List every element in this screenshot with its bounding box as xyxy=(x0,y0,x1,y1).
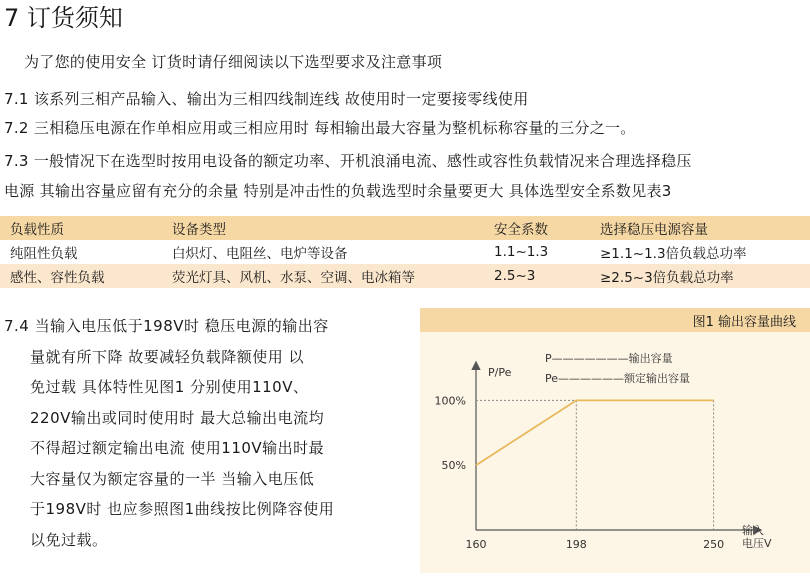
section-title: 7 订货须知 xyxy=(4,4,123,32)
note-line: 以免过载。 xyxy=(30,530,108,549)
x-axis-label-line1: 输入 xyxy=(742,524,764,537)
note-7-4 xyxy=(4,316,396,560)
table-cell: ≥2.5~3倍负载总功率 xyxy=(600,270,734,286)
item-7-3-line1: 7.3 一般情况下在选型时按用电设备的额定功率、开机浪涌电流、感性或容性负载情况来合理选择稳压 xyxy=(4,152,692,170)
load-selection-table xyxy=(0,216,810,288)
note-line: 7.4 当输入电压低于198V时 稳压电源的输出容 xyxy=(4,317,329,335)
table-cell: 纯阻性负载 xyxy=(10,246,78,262)
y-axis-label: P/Pe xyxy=(488,366,512,379)
column-header: 设备类型 xyxy=(172,222,226,238)
column-header: 负载性质 xyxy=(10,222,64,238)
x-tick-label: 198 xyxy=(565,538,587,551)
x-axis-label-line2: 电压V xyxy=(742,537,772,550)
table-header-row xyxy=(0,216,810,240)
y-tick-label: 50% xyxy=(441,459,466,473)
table-cell: 2.5~3 xyxy=(494,268,536,284)
note-line: 不得超过额定输出电流 使用110V输出时最 xyxy=(30,439,325,457)
note-line: 220V输出或同时使用时 最大总输出电流均 xyxy=(30,408,325,427)
x-tick-label: 250 xyxy=(703,538,725,551)
item-7-3-line2: 电源 其输出容量应留有充分的余量 特别是冲击性的负载选型时余量要更大 具体选型安全系数见表3 xyxy=(4,182,672,200)
legend-p: P———————输出容量 xyxy=(545,352,673,365)
item-7-1: 7.1 该系列三相产品输入、输出为三相四线制连线 故使用时一定要接零线使用 xyxy=(4,90,529,108)
note-line: 免过载 具体特性见图1 分别使用110V、 xyxy=(30,378,309,396)
series-line-p xyxy=(476,400,714,465)
table-cell: 白炽灯、电阻丝、电炉等设备 xyxy=(172,246,348,262)
table-cell: 感性、容性负载 xyxy=(10,270,105,286)
note-line: 于198V时 也应参照图1曲线按比例降容使用 xyxy=(30,500,335,518)
intro-text: 为了您的使用安全 订货时请仔细阅读以下选型要求及注意事项 xyxy=(24,53,443,71)
note-line: 量就有所下降 故要减轻负载降额使用 以 xyxy=(30,347,305,366)
item-7-2: 7.2 三相稳压电源在作单相应用或三相应用时 每相输出最大容量为整机标称容量的三分之一。 xyxy=(4,119,636,137)
output-capacity-figure xyxy=(420,308,810,573)
table-row xyxy=(0,264,810,288)
table-row xyxy=(0,240,810,264)
table-cell: ≥1.1~1.3倍负载总功率 xyxy=(600,246,747,262)
column-header: 安全系数 xyxy=(494,222,548,238)
output-capacity-chart xyxy=(420,308,810,573)
column-header: 选择稳压电源容量 xyxy=(600,222,708,238)
table-cell: 1.1~1.3 xyxy=(494,244,549,260)
note-line: 大容量仅为额定容量的一半 当输入电压低 xyxy=(30,469,315,488)
x-tick-label: 160 xyxy=(465,538,487,551)
y-tick-label: 100% xyxy=(434,394,466,408)
table-cell: 荧光灯具、风机、水泵、空调、电冰箱等 xyxy=(172,270,415,286)
legend-pe: Pe——————额定输出容量 xyxy=(545,372,691,385)
figure-caption: 图1 输出容量曲线 xyxy=(692,315,796,330)
